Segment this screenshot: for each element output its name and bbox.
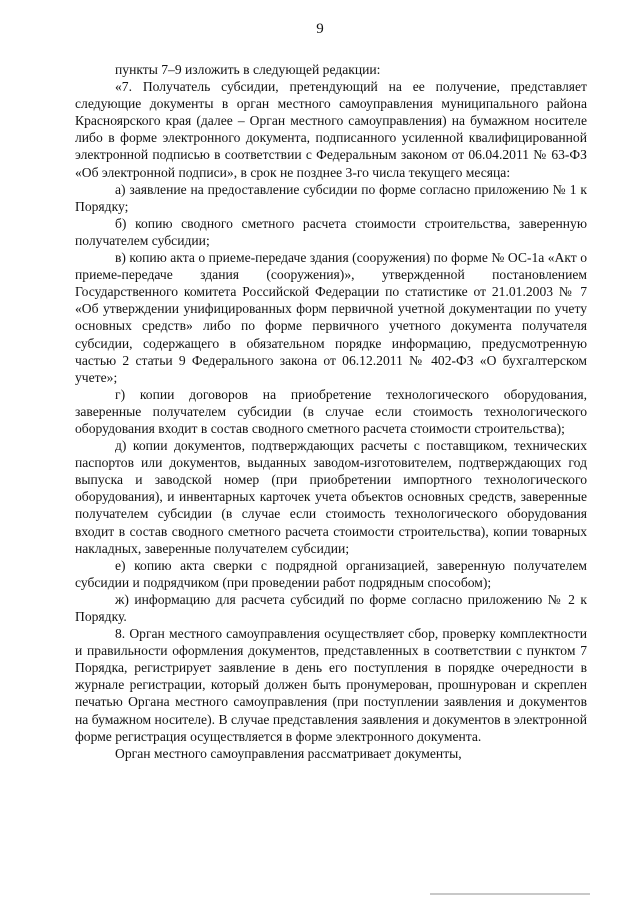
paragraph-continuation: Орган местного самоуправления рассматривает документы, — [115, 745, 462, 761]
paragraph-item-7: «7. Получатель субсидии, претендующий на ее получение, представляет следующие документы в орган местного самоуправления муниципального района Красноярского края (далее – Орган местного самоуправления) на бумажном носителе либо в форме электронного документа, подписанного усиленной квалифицированной электронной подписью в соответствии с Федеральным законом от 06.04.2011 № 63-ФЗ «Об электронной подписи», в срок не позднее 3-го числа текущего месяца: — [75, 79, 587, 180]
page-number: 9 — [316, 21, 324, 37]
paragraph-intro: пункты 7–9 изложить в следующей редакции: — [115, 62, 381, 77]
document-body — [75, 61, 587, 762]
scan-artifact-line — [430, 893, 590, 895]
paragraph-subitem-g: г) копии договоров на приобретение технологического оборудования, заверенные получателем субсидии (в случае если стоимость технологического оборудования входит в состав сводного сметного расчета стоимости строительства); — [75, 386, 587, 436]
paragraph-subitem-d: д) копии документов, подтверждающих расчеты с поставщиком, технических паспортов или документов, выданных заводом-изготовителем, подтверждающих год выпуска и заводской номер (при приобретении импортного технологического оборудования), и инвентарных карточек учета объектов основных средств, заверенные получателем субсидии (в случае если стоимость технологического оборудования входит в состав сводного сметного расчета стоимости строительства), копии товарных накладных, заверенные получателем субсидии; — [75, 438, 587, 556]
paragraph-subitem-v: в) копию акта о приеме-передаче здания (сооружения) по форме № ОС-1а «Акт о приеме-передаче здания (сооружения)», утвержденной постановлением Государственного комитета Российской Федерации по статистике от 21.01.2003 № 7 «Об утверждении унифицированных форм первичной учетной документации по учету основных средств» либо по форме первичного учетного документа получателя субсидии, содержащего в обязательном порядке информацию, предусмотренную частью 2 статьи 9 Федерального закона от 06.12.2011 № 402-ФЗ «О бухгалтерском учете»; — [75, 250, 587, 385]
paragraph-subitem-zh: ж) информацию для расчета субсидий по форме согласно приложению № 2 к Порядку. — [75, 591, 587, 624]
paragraph-item-8: 8. Орган местного самоуправления осуществляет сбор, проверку комплектности и правильности оформления документов, представленных в соответствии с пунктом 7 Порядка, регистрирует заявление в день его поступления в порядке очередности в журнале регистрации, который должен быть пронумерован, прошнурован и скреплен печатью Органа местного самоуправления (при поступлении заявления и документов на бумажном носителе). В случае представления заявления и документов в электронной форме регистрация осуществляется в форме электронного документа. — [75, 626, 587, 744]
paragraph-subitem-b: б) копию сводного сметного расчета стоимости строительства, заверенную получателем субсидии; — [75, 215, 587, 248]
paragraph-subitem-a: а) заявление на предоставление субсидии по форме согласно приложению № 1 к Порядку; — [75, 181, 587, 214]
paragraph-subitem-e: е) копию акта сверки с подрядной организацией, заверенную получателем субсидии и подрядчиком (при проведении работ подрядным способом); — [75, 557, 587, 590]
